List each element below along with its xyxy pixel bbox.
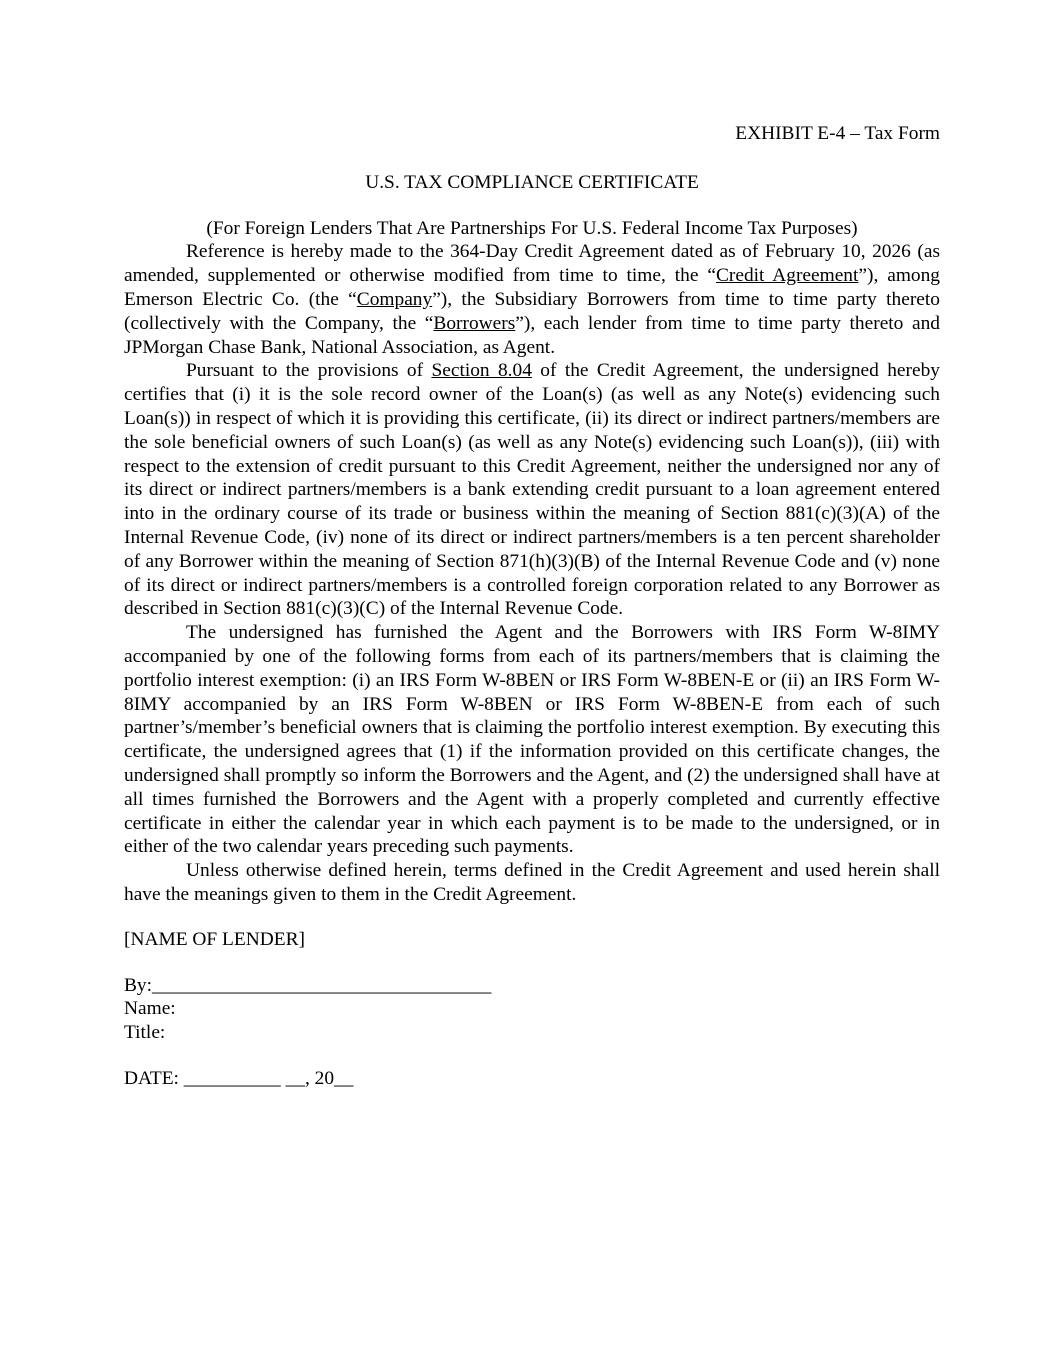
document-page [124, 122, 940, 1091]
signature-name-line: Name: [124, 998, 176, 1020]
paragraph-definitions: Unless otherwise defined herein, terms defined in the Credit Agreement and used herein shall have the meanings given to them in the Credit Agreement. [124, 860, 940, 905]
paragraph-text: of the Credit Agreement, the undersigned hereby certifies that (i) it is the sole record owner of the Loan(s) (as well as any Note(s) evidencing such Loan(s)) in respect of which it is providing this certificate, (ii) its direct or indirect partners/members are the sole beneficial owners of such Loan(s) (as well as any Note(s) evidencing such Loan(s)), (iii) with respect to the extension of credit pursuant to this Credit Agreement, neither the undersigned nor any of its direct or indirect partners/members is a bank extending credit pursuant to a loan agreement entered into in the ordinary course of its trade or business within the meaning of Section 881(c)(3)(A) of the Internal Revenue Code, (iv) none of its direct or indirect partners/members is a ten percent shareholder of any Borrower within the meaning of Section 871(h)(3)(B) of the Internal Revenue Code and (v) none of its direct or indirect partners/members is a controlled foreign corporation related to any Borrower as described in Section 881(c)(3)(C) of the Internal Revenue Code. [124, 360, 940, 620]
section-reference: Section 8.04 [431, 360, 532, 382]
paragraph-text: Reference is hereby made to the 364-Day Credit Agreement dated as of February 10, 2026 (as amended, supplemented or otherwise modified from time to time, the “ [124, 241, 940, 287]
signature-by-line: By:___________________________________ [124, 974, 492, 996]
paragraph-forms: The undersigned has furnished the Agent and the Borrowers with IRS Form W-8IMY accompanied by one of the following forms from each of its partners/members that is claiming the portfolio interest exemption: (i) an IRS Form W-8BEN or IRS Form W-8BEN-E or (ii) an IRS Form W-8IMY accompanied by an IRS Form W-8BEN or IRS Form W-8BEN-E from each of such partner’s/member’s beneficial owners that is claiming the portfolio interest exemption. By executing this certificate, the undersigned agrees that (1) if the information provided on this certificate changes, the undersigned shall promptly so inform the Borrowers and the Agent, and (2) the undersigned shall have at all times furnished the Borrowers and the Agent with a properly completed and currently effective certificate in either the calendar year in which each payment is to be made to the undersigned, or in either of the two calendar years preceding such payments. [124, 622, 940, 858]
date-line: DATE: __________ __, 20__ [124, 1067, 354, 1089]
paragraph-text: ”), each lender from time to time party thereto and JPMorgan Chase Bank, National Association, as Agent. [124, 312, 940, 358]
defined-term-company: Company [356, 288, 433, 310]
defined-term-credit-agreement: Credit Agreement [715, 265, 859, 287]
defined-term-borrowers: Borrowers [433, 312, 516, 334]
document-subtitle: (For Foreign Lenders That Are Partnerships For U.S. Federal Income Tax Purposes) [206, 217, 858, 239]
signature-block [124, 974, 940, 1045]
lender-name-placeholder: [NAME OF LENDER] [124, 928, 305, 950]
document-title: U.S. TAX COMPLIANCE CERTIFICATE [365, 171, 699, 193]
paragraph-reference [124, 240, 940, 359]
paragraph-certification [124, 359, 940, 621]
paragraph-text: ”), among Emerson Electric Co. (the “ [124, 265, 940, 310]
signature-title-line: Title: [124, 1022, 166, 1044]
paragraph-text: Pursuant to the provisions of [186, 360, 432, 382]
exhibit-label: EXHIBIT E-4 – Tax Form [735, 123, 940, 144]
paragraph-text: ”), the Subsidiary Borrowers from time to time party thereto (collectively with the Company, the “ [124, 288, 940, 334]
